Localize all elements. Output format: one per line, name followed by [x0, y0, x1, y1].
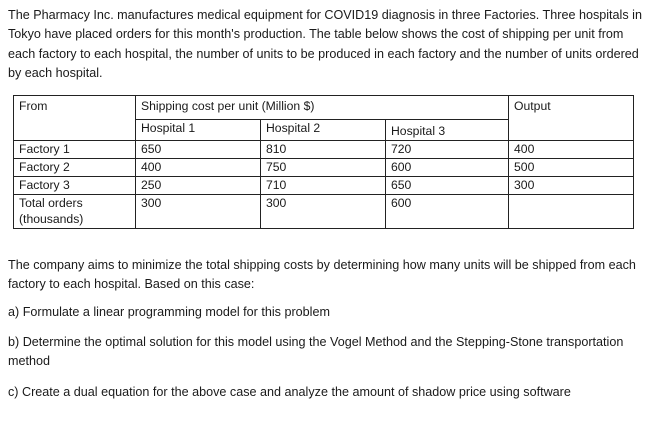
table-header-row	[14, 96, 634, 120]
intro-paragraph: The Pharmacy Inc. manufactures medical equipment for COVID19 diagnosis in three Factories. Three hospitals in Tokyo have placed orders for this month's production. The table below shows the cost of shipping per unit from each factory to each hospital, the number of units to be produced in each factory and the number of units ordered by each hospital.	[8, 8, 642, 81]
cost-cell: 720	[386, 140, 509, 158]
total-output-cell	[509, 194, 634, 228]
hospital-header-row	[14, 119, 634, 140]
cost-cell: 710	[261, 176, 386, 194]
header-output: Output	[509, 96, 634, 120]
total-cell: 600	[386, 194, 509, 228]
cost-cell: 400	[136, 158, 261, 176]
cost-cell: 650	[136, 140, 261, 158]
header-from: From	[14, 96, 136, 120]
question-c: c) Create a dual equation for the above case and analyze the amount of shadow price using software	[8, 385, 571, 399]
total-orders-row	[14, 194, 634, 228]
table-row	[14, 176, 634, 194]
header-shipping-cost: Shipping cost per unit (Million $)	[136, 96, 509, 120]
table-row	[14, 140, 634, 158]
header-hospital-3: Hospital 3	[386, 119, 509, 140]
total-cell: 300	[136, 194, 261, 228]
table-row	[14, 158, 634, 176]
cost-cell: 750	[261, 158, 386, 176]
row-label: Factory 2	[14, 158, 136, 176]
cost-cell: 600	[386, 158, 509, 176]
total-orders-label: Total orders (thousands)	[14, 194, 136, 228]
output-cell: 300	[509, 176, 634, 194]
output-cell: 400	[509, 140, 634, 158]
output-cell: 500	[509, 158, 634, 176]
row-label: Factory 1	[14, 140, 136, 158]
total-cell: 300	[261, 194, 386, 228]
shipping-cost-table	[13, 95, 634, 229]
cost-cell: 250	[136, 176, 261, 194]
objective-paragraph: The company aims to minimize the total shipping costs by determining how many units will be shipped from each factory to each hospital. Based on this case:	[8, 258, 636, 292]
header-hospital-2: Hospital 2	[261, 119, 386, 140]
header-blank	[14, 119, 136, 140]
header-hospital-1: Hospital 1	[136, 119, 261, 140]
question-a: a) Formulate a linear programming model for this problem	[8, 305, 330, 319]
header-output-blank	[509, 119, 634, 140]
row-label: Factory 3	[14, 176, 136, 194]
cost-cell: 650	[386, 176, 509, 194]
question-b: b) Determine the optimal solution for this model using the Vogel Method and the Stepping-Stone transportation method	[8, 335, 624, 369]
cost-cell: 810	[261, 140, 386, 158]
